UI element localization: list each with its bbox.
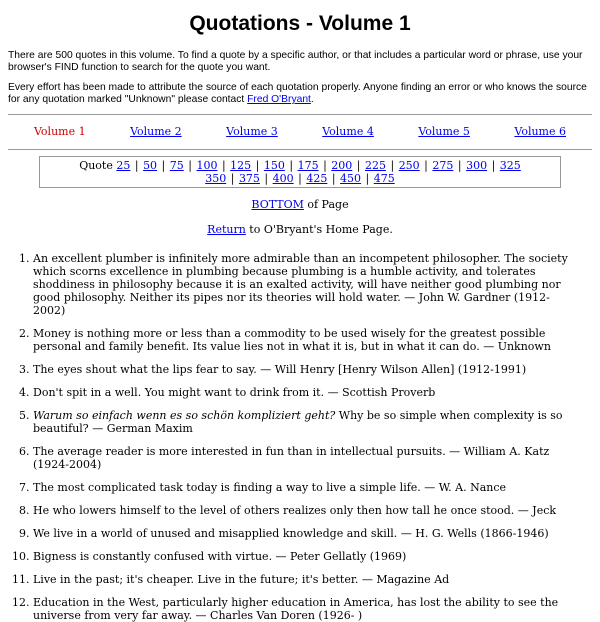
separator: | — [454, 159, 466, 172]
volume-5-link[interactable]: Volume 5 — [418, 125, 470, 138]
page — [0, 12, 600, 622]
quote-jump-link-275[interactable]: 275 — [432, 159, 454, 172]
quote-jump-label: Quote — [79, 159, 113, 172]
quote-item — [33, 550, 592, 563]
separator: | — [386, 159, 398, 172]
quote-text: Live in the past; it's cheaper. Live in the future; it's better. — Magazine Ad — [33, 573, 450, 586]
return-text: to O'Bryant's Home Page. — [245, 223, 393, 236]
separator: | — [184, 159, 196, 172]
quote-text: The average reader is more interested in fun than in intellectual pursuits. — William A. Katz (1924-2004) — [33, 445, 550, 471]
quote-jump-link-50[interactable]: 50 — [143, 159, 158, 172]
quote-jump-link-200[interactable]: 200 — [331, 159, 353, 172]
separator: | — [252, 159, 263, 172]
quote-item — [33, 445, 592, 471]
quote-jump-link-350[interactable]: 350 — [205, 172, 227, 185]
quote-jump-link-475[interactable]: 475 — [373, 172, 395, 185]
quote-jump-link-75[interactable]: 75 — [169, 159, 184, 172]
volume-nav — [8, 121, 592, 143]
bottom-link[interactable]: BOTTOM — [251, 198, 304, 211]
quote-jump-link-175[interactable]: 175 — [297, 159, 319, 172]
return-line — [8, 223, 592, 236]
quote-jump-link-450[interactable]: 450 — [340, 172, 362, 185]
separator: | — [260, 172, 272, 185]
quote-text: Money is nothing more or less than a commodity to be used wisely for the greatest possible personal and family benefit. Its value lies not in what it is, but in what it can do. — Unknown — [33, 327, 551, 353]
separator: | — [328, 172, 340, 185]
separator: | — [285, 159, 297, 172]
quote-text: Why be so simple when complexity is so beautiful? — German Maxim — [33, 409, 563, 435]
divider-top — [8, 114, 592, 115]
quote-jump-link-425[interactable]: 425 — [306, 172, 328, 185]
quote-item — [33, 527, 592, 540]
separator: | — [488, 159, 499, 172]
quote-text: Don't spit in a well. You might want to drink from it. — Scottish Proverb — [33, 386, 436, 399]
intro-paragraph-2 — [8, 82, 592, 106]
quote-jump-link-375[interactable]: 375 — [238, 172, 260, 185]
separator: | — [362, 172, 373, 185]
quote-item — [33, 573, 592, 586]
quote-item — [33, 409, 592, 435]
quote-jump-link-150[interactable]: 150 — [263, 159, 285, 172]
separator: | — [420, 159, 432, 172]
quote-text: The eyes shout what the lips fear to say. — Will Henry [Henry Wilson Allen] (1912-1991) — [33, 363, 527, 376]
quote-text: An excellent plumber is infinitely more admirable than an incompetent philosopher. The society which scorns excellence in plumbing because plumbing is a humble activity, and tolerates shoddiness in philosophy because it is an exalted activity, will have neither good plumbing nor good philosophy. Neither its pipes nor its theories will hold water. — John W. Gardner (1912-2002) — [33, 252, 568, 317]
quote-text: We live in a world of unused and misapplied knowledge and skill. — H. G. Wells (1866-1946) — [33, 527, 549, 540]
intro-paragraph-2-text: Every effort has been made to attribute the source of each quotation properly. Anyone finding an error or who knows the source for any quotation marked "Unknown" please contact — [8, 82, 587, 105]
separator: | — [158, 159, 169, 172]
volume-2-link[interactable]: Volume 2 — [130, 125, 182, 138]
separator: | — [294, 172, 306, 185]
volume-4-link[interactable]: Volume 4 — [322, 125, 374, 138]
separator: | — [131, 159, 143, 172]
separator: | — [353, 159, 364, 172]
quote-text: Bigness is constantly confused with virtue. — Peter Gellatly (1969) — [33, 550, 407, 563]
quote-item — [33, 363, 592, 376]
volume-6-link[interactable]: Volume 6 — [514, 125, 566, 138]
volume-1-current: Volume 1 — [34, 125, 86, 138]
volume-3-link[interactable]: Volume 3 — [226, 125, 278, 138]
quote-text: The most complicated task today is finding a way to live a simple life. — W. A. Nance — [33, 481, 507, 494]
intro — [8, 50, 592, 106]
quote-jump-row-1 — [40, 159, 560, 172]
quote-jump-link-325[interactable]: 325 — [499, 159, 521, 172]
bottom-text: of Page — [303, 198, 349, 211]
quote-item — [33, 504, 592, 517]
divider-bottom — [8, 149, 592, 150]
quote-jump-link-225[interactable]: 225 — [364, 159, 386, 172]
page-title: Quotations - Volume 1 — [189, 12, 411, 35]
separator: | — [218, 159, 230, 172]
quote-jump-link-400[interactable]: 400 — [272, 172, 294, 185]
quote-jump-row-2 — [40, 172, 560, 185]
quote-jump-link-25[interactable]: 25 — [116, 159, 131, 172]
contact-link[interactable]: Fred O'Bryant — [247, 94, 311, 105]
quote-item — [33, 327, 592, 353]
intro-paragraph-1: There are 500 quotes in this volume. To find a quote by a specific author, or that includes a particular word or phrase, use your browser's FIND function to search for the quote you want. — [8, 50, 583, 73]
quote-jump-link-250[interactable]: 250 — [398, 159, 420, 172]
quote-jump-link-125[interactable]: 125 — [230, 159, 252, 172]
return-link[interactable]: Return — [207, 223, 246, 236]
quote-list — [8, 252, 592, 622]
quote-item — [33, 386, 592, 399]
separator: | — [227, 172, 238, 185]
quote-text: He who lowers himself to the level of others realizes only then how tall he once stood. — Jeck — [33, 504, 557, 517]
quote-jump-box — [39, 156, 561, 188]
separator: | — [319, 159, 331, 172]
quote-jump-link-300[interactable]: 300 — [466, 159, 488, 172]
quote-jump-link-100[interactable]: 100 — [196, 159, 218, 172]
quote-item — [33, 481, 592, 494]
quote-item — [33, 252, 592, 317]
intro-paragraph-2-end: . — [310, 94, 314, 105]
quote-foreign-text: Warum so einfach wenn es so schön kompliziert geht? — [33, 409, 336, 422]
bottom-line — [8, 198, 592, 211]
quote-text: Education in the West, particularly higher education in America, has lost the ability to see the universe from very far away. — Charles Van Doren (1926- ) — [33, 596, 559, 622]
